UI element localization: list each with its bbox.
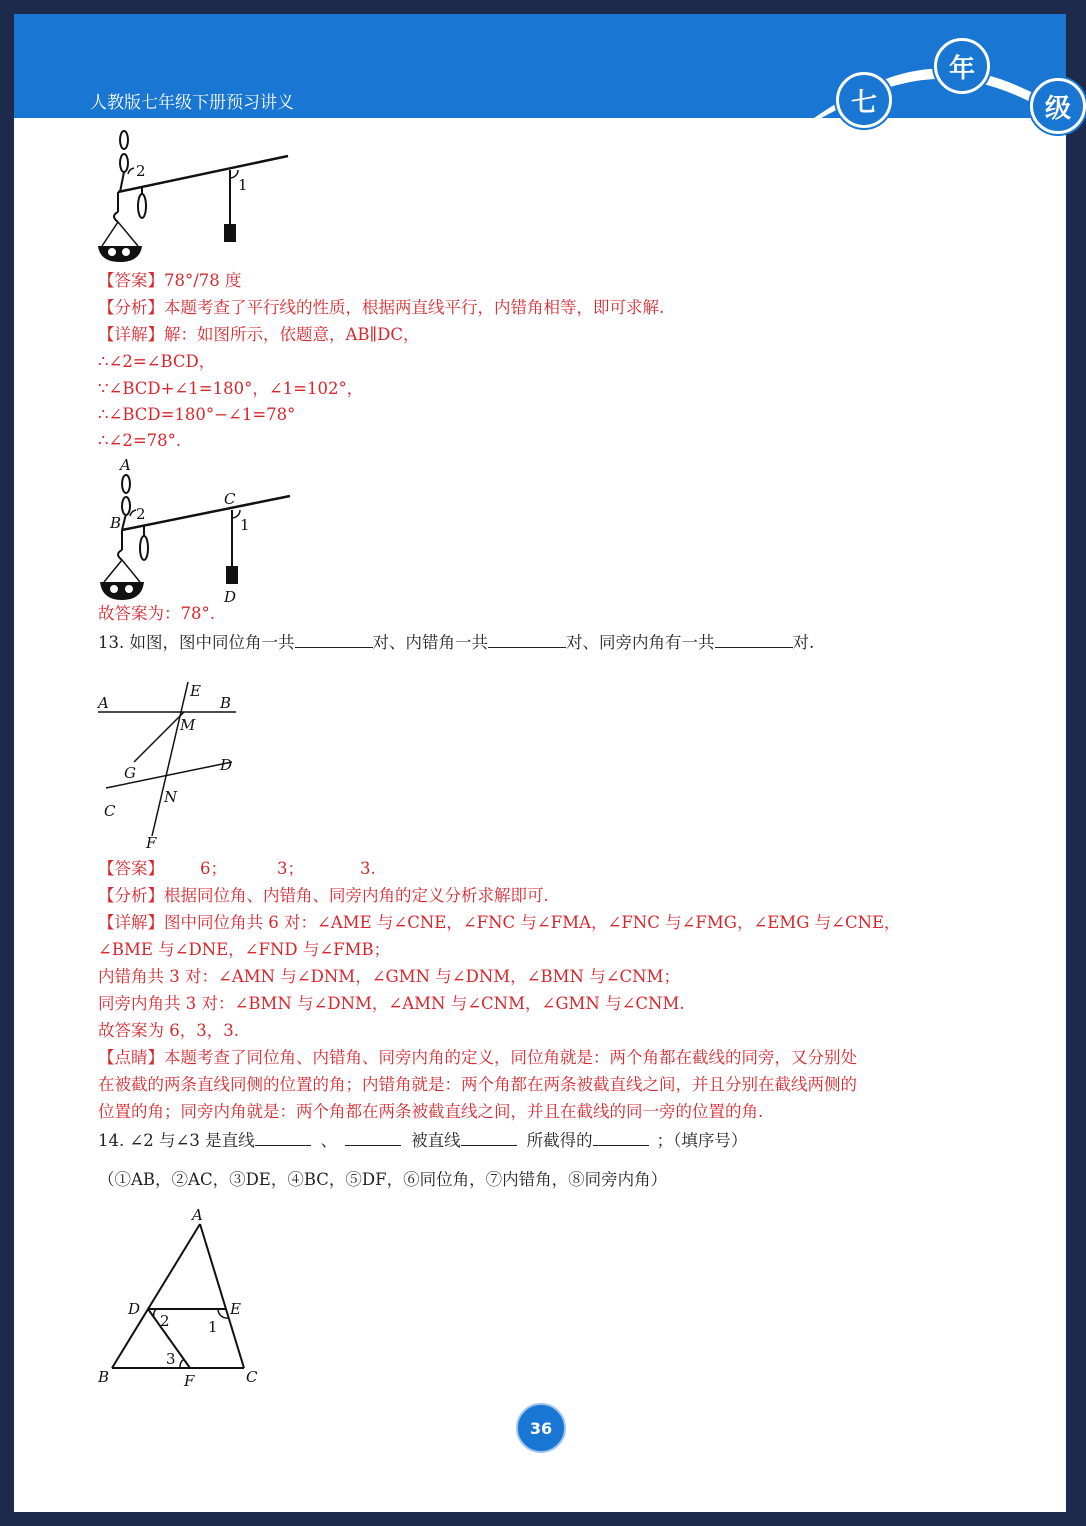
answer-value: 3. xyxy=(360,859,376,878)
q12-step: ∵∠BCD+∠1=180°，∠1=102°， xyxy=(98,379,364,398)
label-D: D xyxy=(224,588,237,606)
label-3: 3 xyxy=(166,1350,176,1368)
grade-char-qi: 七 xyxy=(836,72,892,128)
q13-question xyxy=(98,631,814,653)
label-F: F xyxy=(184,1372,195,1390)
q12-step: ∴∠2=∠BCD， xyxy=(98,352,216,371)
q13-blank-1 xyxy=(295,631,373,648)
q13-blank-3 xyxy=(715,631,793,648)
q12-conclusion: 故答案为：78°. xyxy=(98,604,215,623)
label-E: E xyxy=(230,1300,241,1318)
q13-answer xyxy=(98,859,376,879)
answer-value: 3； xyxy=(277,859,304,878)
q13-detail-line: 【详解】图中同位角共 6 对：∠AME 与∠CNE，∠FNC 与∠FMA，∠FNC 与∠FMG，∠EMG 与∠CNE， xyxy=(98,913,901,932)
label-D: D xyxy=(220,756,233,774)
label-C: C xyxy=(246,1368,258,1386)
grade-char-nian: 年 xyxy=(934,38,990,94)
q14-blank-2 xyxy=(345,1129,401,1146)
q12-analysis: 【分析】本题考查了平行线的性质，根据两直线平行，内错角相等，即可求解. xyxy=(98,298,665,317)
label-2: 2 xyxy=(136,505,146,523)
header-title: 人教版七年级下册预习讲义 xyxy=(90,93,294,113)
label-E: E xyxy=(190,682,201,700)
label-G: G xyxy=(124,764,136,782)
label-1: 1 xyxy=(208,1318,218,1336)
label-C: C xyxy=(104,802,116,820)
q14-options: （①AB，②AC，③DE，④BC，⑤DF，⑥同位角，⑦内错角，⑧同旁内角） xyxy=(98,1170,668,1189)
q14-text: 所截得的 xyxy=(526,1131,593,1150)
q14-blank-3 xyxy=(461,1129,517,1146)
answer-value: 6； xyxy=(200,859,227,878)
q12-figure-2 xyxy=(94,454,324,604)
q14-blank-4 xyxy=(593,1129,649,1146)
label-B: B xyxy=(220,694,232,712)
label-C: C xyxy=(224,490,236,508)
q14-text: 14. ∠2 与∠3 是直线 xyxy=(98,1131,255,1150)
label-N: N xyxy=(164,788,178,806)
q13-detail-line: 内错角共 3 对：∠AMN 与∠DNM，∠GMN 与∠DNM，∠BMN 与∠CNM； xyxy=(98,967,680,986)
q14-text: ；（填序号） xyxy=(656,1131,748,1150)
q14-question xyxy=(98,1129,747,1151)
q14-text: 被直线 xyxy=(411,1131,461,1150)
label-B: B xyxy=(98,1368,110,1386)
q13-text: 13. 如图，图中同位角一共 xyxy=(98,633,295,652)
document-page xyxy=(14,14,1071,1512)
page-number: 36 xyxy=(516,1403,566,1453)
q12-step: ∴∠2=78°. xyxy=(98,431,182,450)
q13-point-line: 【点睛】本题考查了同位角、内错角、同旁内角的定义，同位角就是：两个角都在截线的同旁，又分别处 xyxy=(98,1048,857,1067)
label-A: A xyxy=(192,1206,203,1224)
answer-label: 【答案】 xyxy=(98,859,164,878)
label-1: 1 xyxy=(240,516,250,534)
label-A: A xyxy=(120,456,131,474)
q12-figure-1 xyxy=(94,130,314,270)
label-M: M xyxy=(180,716,196,734)
q13-detail-line: ∠BME 与∠DNE，∠FND 与∠FMB； xyxy=(98,940,391,959)
q14-blank-1 xyxy=(255,1129,311,1146)
q13-detail-line: 同旁内角共 3 对：∠BMN 与∠DNM，∠AMN 与∠CNM，∠GMN 与∠CNM. xyxy=(98,994,685,1013)
label-1: 1 xyxy=(238,176,248,194)
label-A: A xyxy=(98,694,109,712)
q13-point-line: 位置的角；同旁内角就是：两个角都在两条被截直线之间，并且在截线的同一旁的位置的角. xyxy=(98,1102,764,1121)
label-B: B xyxy=(110,514,122,532)
label-2: 2 xyxy=(160,1312,170,1330)
q12-step: ∴∠BCD=180°−∠1=78° xyxy=(98,405,296,424)
q13-detail-line: 故答案为 6，3，3. xyxy=(98,1021,239,1040)
q12-answer: 【答案】78°/78 度 xyxy=(98,271,242,290)
q12-detail: 【详解】解：如图所示，依题意，AB∥DC， xyxy=(98,325,420,344)
q14-text: 、 xyxy=(320,1131,338,1150)
q13-figure xyxy=(94,664,254,852)
q13-text: 对、内错角一共 xyxy=(372,633,488,652)
q13-analysis: 【分析】根据同位角、内错角、同旁内角的定义分析求解即可. xyxy=(98,886,549,905)
q14-figure xyxy=(94,1202,284,1392)
q13-blank-2 xyxy=(488,631,566,648)
q13-text: 对. xyxy=(792,633,815,652)
q13-text: 对、同旁内角有一共 xyxy=(566,633,715,652)
label-2: 2 xyxy=(136,162,146,180)
label-F: F xyxy=(146,834,157,852)
q13-point-line: 在被截的两条直线同侧的位置的角；内错角就是：两个角都在两条被截直线之间，并且分别在截线两侧的 xyxy=(98,1075,857,1094)
label-D: D xyxy=(128,1300,141,1318)
grade-char-ji: 级 xyxy=(1030,78,1086,134)
